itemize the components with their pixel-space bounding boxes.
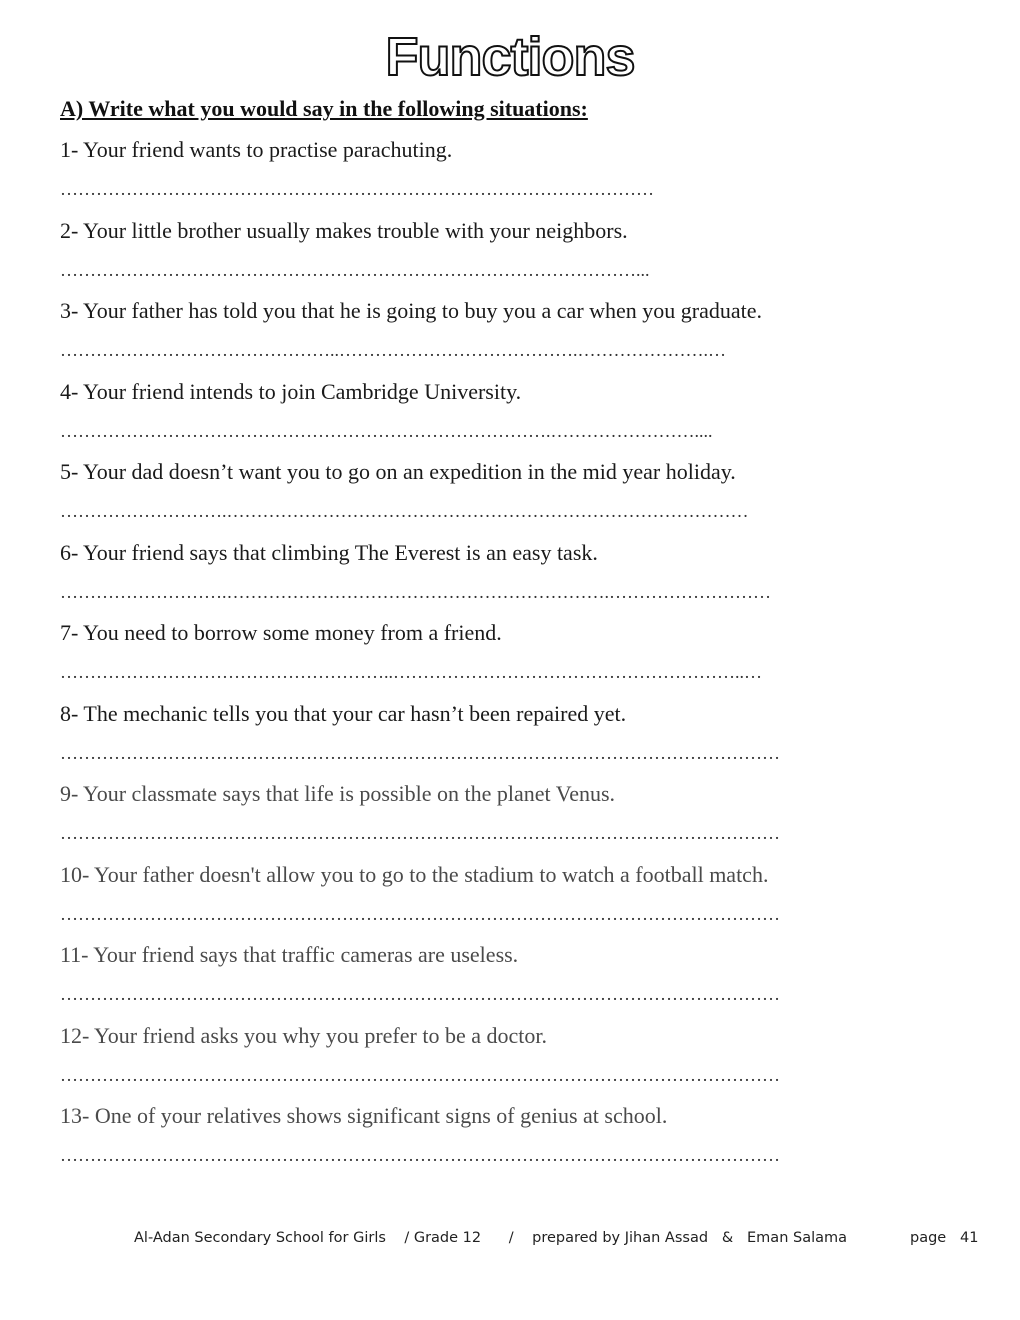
question-item bbox=[60, 619, 960, 700]
question-item bbox=[60, 1102, 960, 1183]
question-item bbox=[60, 1022, 960, 1103]
question-text: 5- Your dad doesn’t want you to go on an expedition in the mid year holiday. bbox=[60, 459, 736, 484]
answer-line[interactable]: ………………………………………………………………………………………………………… bbox=[60, 903, 780, 924]
footer-school: Al-Adan Secondary School for Girls bbox=[134, 1230, 386, 1246]
question-text: 12- Your friend asks you why you prefer to be a doctor. bbox=[60, 1022, 547, 1048]
question-text: 7- You need to borrow some money from a friend. bbox=[60, 620, 502, 645]
question-item bbox=[60, 217, 960, 298]
footer-page bbox=[910, 1230, 979, 1246]
question-item bbox=[60, 780, 960, 861]
answer-line[interactable]: ………………………………………..………………………………….………………….… bbox=[60, 340, 726, 360]
footer-coauthor: Eman Salama bbox=[747, 1230, 848, 1246]
question-text: 13- One of your relatives shows significant signs of genius at school. bbox=[60, 1103, 668, 1128]
footer-grade: / Grade 12 bbox=[404, 1230, 482, 1246]
footer-ampersand: & bbox=[721, 1230, 734, 1246]
footer-prepared-by: prepared by Jihan Assad bbox=[532, 1230, 709, 1246]
question-item bbox=[60, 136, 960, 217]
question-item bbox=[60, 458, 960, 539]
question-text: 4- Your friend intends to join Cambridge University. bbox=[60, 378, 522, 404]
page-title: Functions bbox=[385, 27, 635, 87]
answer-line[interactable]: ………………………………………………………………………………………………………… bbox=[60, 823, 780, 843]
question-text: 6- Your friend says that climbing The Everest is an easy task. bbox=[60, 539, 598, 565]
question-item bbox=[60, 941, 960, 1022]
question-text: 2- Your little brother usually makes trouble with your neighbors. bbox=[60, 217, 628, 243]
answer-line[interactable]: ……………………….……………………………………………………….……………………… bbox=[60, 581, 771, 602]
question-item bbox=[60, 700, 960, 781]
footer-separator: / bbox=[508, 1230, 514, 1246]
answer-line[interactable]: ………………………………………………..…………………………………………………..… bbox=[60, 662, 762, 682]
answer-line[interactable]: ……………………………………………………………………….…………………….... bbox=[60, 420, 713, 441]
answer-line[interactable]: ………………………………………………………………………………………………………… bbox=[60, 984, 780, 1004]
question-item bbox=[60, 861, 960, 942]
answer-line[interactable]: ………………………………………………………………………………………………………… bbox=[60, 1064, 780, 1085]
answer-line[interactable]: ………………………………………………………………………………………………………… bbox=[60, 1145, 780, 1165]
footer-page-label: page bbox=[910, 1230, 947, 1246]
question-text: 10- Your father doesn't allow you to go to the stadium to watch a football match. bbox=[60, 861, 769, 887]
question-item bbox=[60, 378, 960, 459]
answer-line[interactable]: ……………………….…………………………………………………………………………… bbox=[60, 501, 749, 521]
page-footer bbox=[134, 1230, 979, 1246]
answer-line[interactable]: ……………………………………………………………………………………... bbox=[60, 259, 650, 280]
question-text: 9- Your classmate says that life is possible on the planet Venus. bbox=[60, 781, 616, 806]
footer-page-number: 41 bbox=[960, 1230, 979, 1246]
section-heading: A) Write what you would say in the following situations: bbox=[60, 96, 588, 121]
answer-line[interactable]: ………………………………………………………………………………………………………… bbox=[60, 742, 780, 763]
question-text: 11- Your friend says that traffic cameras are useless. bbox=[60, 942, 519, 967]
question-list bbox=[60, 136, 960, 1183]
answer-line[interactable]: ……………………………………………………………………………………… bbox=[60, 179, 654, 199]
question-item bbox=[60, 297, 960, 378]
question-text: 3- Your father has told you that he is going to buy you a car when you graduate. bbox=[60, 298, 763, 323]
question-text: 8- The mechanic tells you that your car hasn’t been repaired yet. bbox=[60, 700, 627, 726]
question-item bbox=[60, 539, 960, 620]
question-text: 1- Your friend wants to practise parachuting. bbox=[60, 137, 453, 162]
